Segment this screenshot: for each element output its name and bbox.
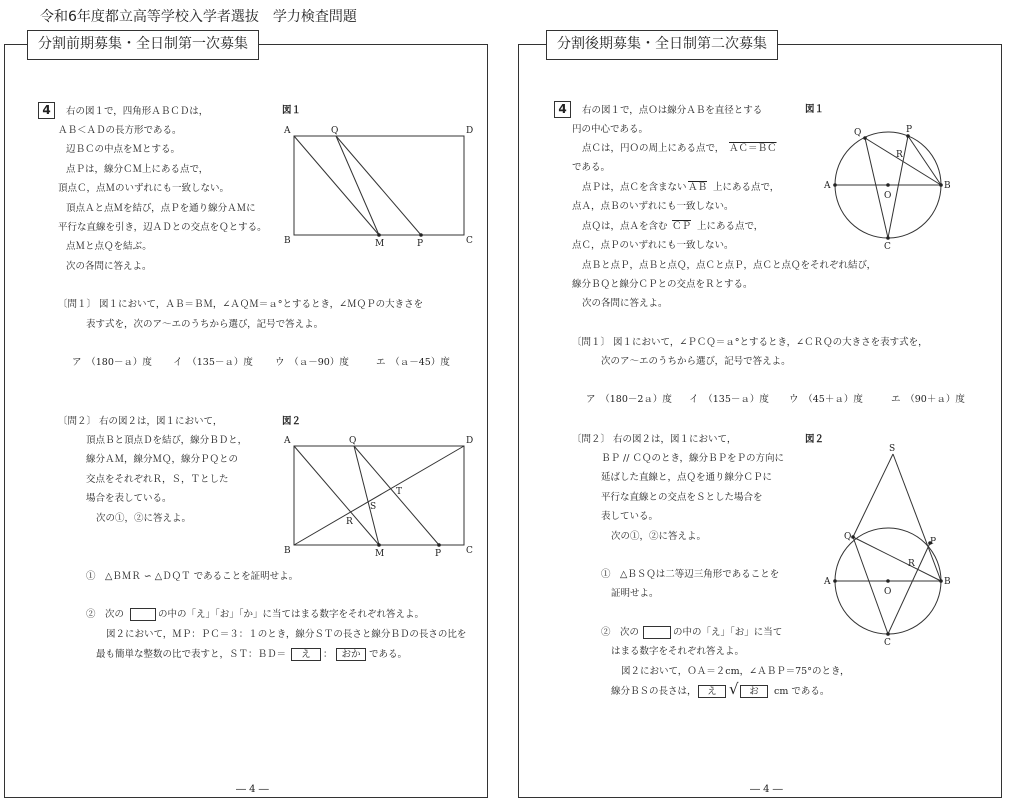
label-s: S	[889, 444, 896, 454]
point-p	[419, 233, 423, 237]
left-q2-2-line3b: である。	[369, 649, 408, 660]
left-question-number: 4	[38, 102, 55, 119]
right-page-number: ― 4 ―	[750, 784, 783, 795]
point-p	[437, 543, 441, 547]
point-b	[939, 183, 943, 187]
right-intro-line: 右の図１で，点Ｏは線分ＡＢを直径とする	[582, 105, 763, 116]
right-q2-2-line4b: cm である。	[774, 686, 830, 697]
point-o	[886, 183, 890, 187]
segment-cq	[865, 138, 888, 238]
label-o: O	[884, 191, 892, 201]
right-intro-line: 点Ｂと点Ｐ，点Ｂと点Ｑ，点Ｃと点Ｐ，点Ｃと点Ｑをそれぞれ結び，	[582, 260, 877, 271]
right-figure-2	[820, 440, 960, 650]
right-arc-ab-tail: 上にある点で，	[713, 182, 780, 193]
left-page-number: ― 4 ―	[236, 784, 269, 795]
left-intro-line: 点Ｐは，線分ＣＭ上にある点で，	[66, 164, 209, 175]
label-p: P	[906, 125, 913, 135]
label-q: Q	[844, 532, 852, 542]
point-q	[851, 535, 855, 539]
label-c: C	[884, 638, 891, 648]
left-intro-line: 点Ｍと点Ｑを結ぶ。	[66, 241, 152, 252]
label-c: C	[466, 236, 473, 246]
label-d: D	[466, 126, 474, 136]
label-a: A	[824, 577, 831, 587]
point-b	[939, 579, 943, 583]
label-m: M	[375, 549, 385, 559]
left-q1-choice: エ （ａ－45）度	[376, 357, 450, 368]
left-q2-line: 交点をそれぞれＲ，Ｓ，Ｔとした	[86, 474, 229, 485]
right-intro-line: 点Ｃは，円Ｏの周上にある点で，	[582, 143, 725, 154]
left-figure-1	[280, 122, 480, 252]
right-q1-choice: エ （90＋ａ）度	[891, 394, 965, 405]
segment-bs	[893, 454, 941, 581]
right-question-number: 4	[554, 101, 571, 118]
right-intro-line: 円の中心である。	[572, 124, 649, 135]
segment-qp	[336, 136, 421, 235]
label-b: B	[944, 181, 951, 191]
right-intro-line: 点Ａ，点Ｂのいずれにも一致しない。	[572, 201, 734, 212]
point-o	[886, 579, 890, 583]
left-q1-choice: ア （180－ａ）度	[72, 357, 152, 368]
right-intro-line: 線分ＢＱと線分ＣＰとの交点をＲとする。	[572, 279, 753, 290]
left-q2-line: 頂点Ｂと頂点Ｄを結び，線分ＢＤと，	[86, 435, 248, 446]
right-q2-line: 〔問２〕 右の図２は，図１において，	[572, 434, 737, 445]
right-q1-choice: イ （135－ａ）度	[689, 394, 769, 405]
right-q1-line: 次のア〜エのうちから選び，記号で答えよ。	[601, 356, 791, 367]
right-q2-line: 平行な直線との交点をＳとした場合を	[601, 492, 763, 503]
left-intro-line: 平行な直線を引き，辺ＡＤとの交点をＱとする。	[58, 222, 267, 233]
point-q	[863, 136, 867, 140]
left-intro-line: ＡＢ＜ＡＤの長方形である。	[58, 125, 182, 136]
right-q2-line: 延ばした直線と，点Ｑを通り線分ＣＰに	[601, 472, 773, 483]
left-fig2-label: 図２	[282, 416, 302, 427]
segment-bp	[908, 136, 941, 185]
left-q1-line: 〔問１〕 図１において，ＡＢ＝ＢＭ，∠ＡＱＭ＝ａ°とするとき，∠ＭＱＰの大きさを	[58, 299, 424, 310]
right-q2-2-line3: 図２において，ＯＡ＝２cm，∠ＡＢＰ＝75°のとき，	[621, 666, 850, 677]
left-answer-box-e[interactable]: え	[291, 648, 321, 661]
left-q1-choice: イ （135－ａ）度	[173, 357, 253, 368]
segment-qm	[336, 136, 379, 235]
left-intro-line: 次の各問に答えよ。	[66, 261, 152, 272]
left-q2-line: 〔問２〕 右の図２は，図１において，	[58, 416, 223, 427]
right-q2-line: ＢＰ // ＣＱのとき，線分ＢＰをＰの方向に	[601, 453, 785, 464]
label-b: B	[944, 577, 951, 587]
label-b: B	[284, 546, 291, 556]
label-c: C	[884, 242, 891, 252]
right-intro-line: である。	[572, 162, 611, 173]
right-fig2-label: 図２	[805, 434, 825, 445]
right-panel-title: 分割後期募集・全日制第二次募集	[546, 30, 778, 60]
point-c	[886, 236, 890, 240]
label-a: A	[284, 436, 291, 446]
right-arc-ab: $\overline{AB}$	[688, 182, 708, 193]
right-q2-2-line2: はまる数字をそれぞれ答えよ。	[611, 646, 745, 657]
right-fig1-label: 図１	[805, 104, 825, 115]
left-q2-2-line2: 図２において，ＭＰ：ＰＣ＝３：１のとき，線分ＳＴの長さと線分ＢＤの長さの比を	[106, 629, 467, 640]
right-figure-1	[820, 118, 960, 258]
left-q2-line: 場合を表している。	[86, 493, 172, 504]
right-blank-frame	[643, 626, 671, 639]
label-o: O	[884, 587, 892, 597]
label-s: S	[370, 502, 377, 512]
right-q2-2-line1b: の中の「え」「お」に当て	[673, 627, 783, 638]
left-intro-line: 右の図１で，四角形ＡＢＣＤは，	[66, 106, 209, 117]
right-q2-line: 次の①，②に答えよ。	[611, 531, 707, 542]
left-q1-choice: ウ （ａ－90）度	[275, 357, 349, 368]
label-b: B	[284, 236, 291, 246]
left-q2-line: 線分ＡＭ，線分ＭＱ，線分ＰＱとの	[86, 454, 239, 465]
right-arc-cp: $\overline{CP}$	[672, 221, 692, 232]
label-r: R	[896, 150, 903, 160]
left-ratio-colon: ：	[323, 649, 333, 660]
right-q2-line: 表している。	[601, 511, 659, 522]
right-q1-choice: ウ （45＋ａ）度	[789, 394, 863, 405]
label-a: A	[824, 181, 831, 191]
right-intro-line: 点Ｐは，点Ｃを含まない	[582, 182, 687, 193]
right-intro-line: 点Ｃ，点Ｐのいずれにも一致しない。	[572, 240, 734, 251]
right-q2-2-line1a: ② 次の	[601, 627, 640, 638]
right-arc-equality: ＡＣ＝ＢＣ	[729, 143, 777, 154]
left-q2-line: 次の①，②に答えよ。	[96, 513, 192, 524]
segment-bd	[294, 446, 464, 545]
right-q2-2-line4a: 線分ＢＳの長さは，	[611, 686, 697, 697]
label-p: P	[417, 239, 424, 249]
segment-am	[294, 136, 379, 235]
right-q2-1-line: 証明せよ。	[611, 588, 659, 599]
right-answer-box-e[interactable]: え	[698, 685, 726, 698]
label-c: C	[466, 546, 473, 556]
left-q2-2-line1b: の中の「え」「お」「か」に当てはまる数字をそれぞれ答えよ。	[158, 609, 425, 620]
left-intro-line: 辺ＢＣの中点をＭとする。	[66, 144, 181, 155]
right-q1-choice: ア （180－2ａ）度	[586, 394, 672, 405]
right-answer-box-o[interactable]: お	[740, 685, 768, 698]
right-intro-line: 点Ｑは，点Ａを含む	[582, 221, 668, 232]
point-m	[377, 543, 381, 547]
left-answer-box-oka[interactable]: おか	[336, 648, 366, 661]
label-r: R	[346, 517, 353, 527]
point-a	[833, 183, 837, 187]
right-q2-1-line: ① △ＢＳＱは二等辺三角形であることを	[601, 569, 780, 580]
page-header: 令和6年度都立高等学校入学者選抜 学力検査問題	[40, 9, 357, 25]
label-p: P	[930, 537, 937, 547]
left-panel-title: 分割前期募集・全日制第一次募集	[27, 30, 259, 60]
label-m: M	[375, 239, 385, 249]
segment-qs	[853, 454, 893, 537]
point-m	[377, 233, 381, 237]
left-intro-line: 頂点Ｃ，点Ｍのいずれにも一致しない。	[58, 183, 230, 194]
label-r: R	[908, 559, 915, 569]
left-blank-frame	[130, 608, 156, 621]
right-intro-line: 次の各問に答えよ。	[582, 298, 668, 309]
label-q: Q	[349, 436, 357, 446]
label-q: Q	[854, 128, 862, 138]
point-a	[833, 579, 837, 583]
label-t: T	[396, 487, 403, 497]
left-q1-line: 表す式を，次のア〜エのうちから選び，記号で答えよ。	[86, 319, 324, 330]
right-arc-cp-tail: 上にある点で，	[697, 221, 764, 232]
left-intro-line: 頂点Ａと点Ｍを結び，点Ｐを通り線分ＡＭに	[66, 203, 256, 214]
left-q2-2-line3a: 最も簡単な整数の比で表すと，ＳＴ：ＢＤ＝	[96, 649, 287, 660]
left-figure-2	[280, 432, 480, 562]
label-d: D	[466, 436, 474, 446]
right-sqrt-sign: √	[729, 680, 739, 698]
left-q2-1: ① △ＢＭＲ ∽ △ＤＱＴ であることを証明せよ。	[86, 571, 299, 582]
left-fig1-label: 図１	[282, 105, 302, 116]
label-q: Q	[331, 126, 339, 136]
left-q2-2-line1a: ② 次の	[86, 609, 125, 620]
point-c	[886, 632, 890, 636]
right-q1-line: 〔問１〕 図１において，∠ＰＣＱ＝ａ°とするとき，∠ＣＲＱの大きさを表す式を，	[572, 337, 928, 348]
label-p: P	[435, 549, 442, 559]
label-a: A	[284, 126, 291, 136]
